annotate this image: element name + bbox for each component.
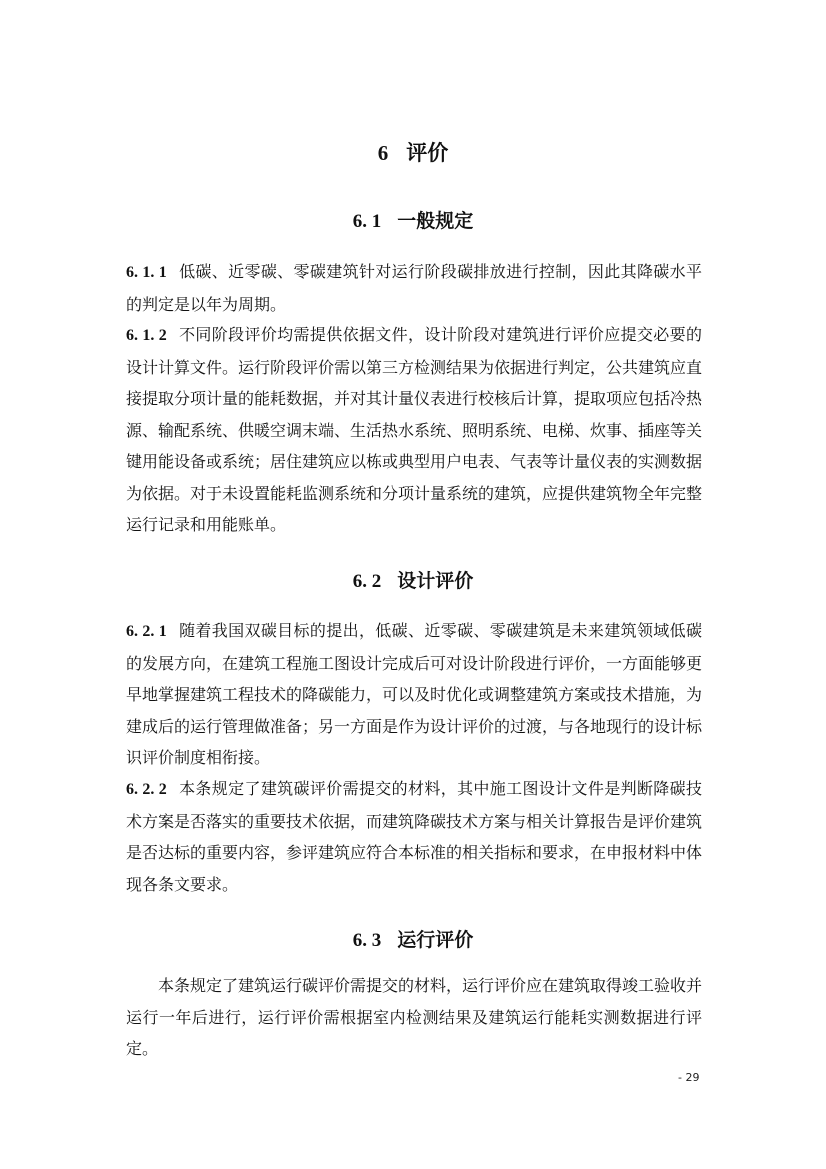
section-title-text: 设计评价 <box>397 570 474 592</box>
section-number: 6. 2 <box>352 571 382 592</box>
clause-text: 随着我国双碳目标的提出，低碳、近零碳、零碳建筑是未来建筑领域低碳的发展方向，在建筑工程施工图设计完成后可对设计阶段进行评价，一方面能够更早地掌握建筑工程技术的降碳能力，可以及时优化或调整建筑方案或技术措施，为建成后的运行管理做准备；另一方面是作为设计评价的过渡，与各地现行的设计标识评价制度相衔接。 <box>126 621 703 767</box>
clause-number: 6. 2. 2 <box>126 781 167 798</box>
paragraph-6-3: 本条规定了建筑运行碳评价需提交的材料，运行评价应在建筑取得竣工验收并运行一年后进行，运行评价需根据室内检测结果及建筑运行能耗实测数据进行评定。 <box>126 976 703 1058</box>
clause-number: 6. 1. 1 <box>126 264 167 281</box>
clause-number: 6. 1. 2 <box>126 327 167 344</box>
section-number: 6. 3 <box>352 930 382 951</box>
clause-6-2-2 <box>126 773 702 900</box>
chapter-title <box>0 137 826 167</box>
section-number: 6. 1 <box>352 211 382 232</box>
clause-text: 本条规定了建筑碳评价需提交的材料，其中施工图设计文件是判断降碳技术方案是否落实的重要技术依据，而建筑降碳技术方案与相关计算报告是评价建筑是否达标的重要内容，参评建筑应符合本标准的相关指标和要求，在申报材料中体现各条文要求。 <box>126 779 703 894</box>
section-title-text: 运行评价 <box>397 929 474 951</box>
chapter-title-text: 评价 <box>406 141 449 165</box>
section-title-text: 一般规定 <box>397 210 474 232</box>
clause-6-1-2 <box>126 319 702 541</box>
clause-6-1-1 <box>126 256 702 320</box>
clause-6-2-1 <box>126 615 702 774</box>
clause-text: 低碳、近零碳、零碳建筑针对运行阶段碳排放进行控制，因此其降碳水平的判定是以年为周期。 <box>126 262 702 314</box>
page-number: - 29 <box>678 1071 700 1084</box>
chapter-number: 6 <box>377 141 389 165</box>
clause-number: 6. 2. 1 <box>126 623 167 640</box>
section-title-6-3 <box>0 925 826 952</box>
section-title-6-1 <box>0 206 826 233</box>
clause-text: 不同阶段评价均需提供依据文件，设计阶段对建筑进行评价应提交必要的设计计算文件。运行阶段评价需以第三方检测结果为依据进行判定，公共建筑应直接提取分项计量的能耗数据，并对其计量仪表进行校核后计算，提取项应包括冷热源、输配系统、供暖空调末端、生活热水系统、照明系统、电梯、炊事、插座等关键用能设备或系统；居住建筑应以栋或典型用户电表、气表等计量仪表的实测数据为依据。对于未设置能耗监测系统和分项计量系统的建筑，应提供建筑物全年完整运行记录和用能账单。 <box>126 325 703 534</box>
section-title-6-2 <box>0 566 826 593</box>
